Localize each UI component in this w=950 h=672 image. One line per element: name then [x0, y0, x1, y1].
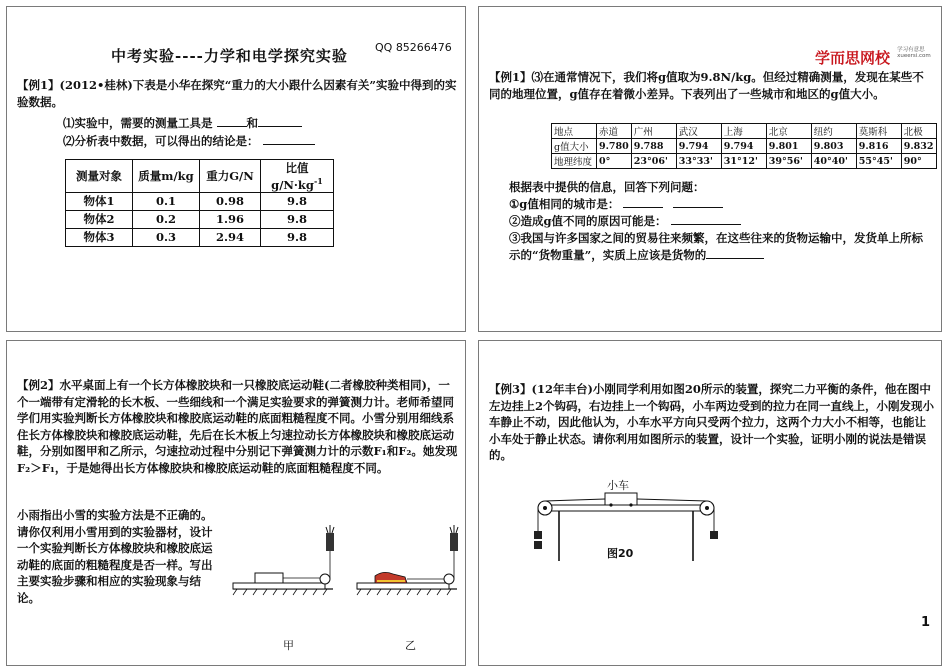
table-header-cell — [261, 160, 334, 193]
table-header-row — [66, 160, 334, 193]
table-cell: 9.788 — [631, 139, 676, 154]
table-row — [66, 210, 334, 228]
qq-number: QQ 85266476 — [375, 41, 452, 54]
table-cell: 9.816 — [856, 139, 901, 154]
table-cell: 9.8 — [261, 192, 334, 210]
answer-blank[interactable] — [623, 207, 663, 208]
table-cell: 纽约 — [811, 124, 856, 139]
table-cell: 0.2 — [133, 210, 200, 228]
example-2-task: 小雨指出小雪的实验方法是不正确的。请你仅利用小雪用到的实验器材，设计一个实验判断长方体橡胶块和橡胶底运动鞋的底面的粗糙程度是否一样。写出主要实验步骤和相应的实验现象与结论。 — [17, 508, 213, 605]
table-cell: 广州 — [631, 124, 676, 139]
slide-4 — [478, 340, 942, 666]
answer-blank[interactable] — [263, 144, 315, 145]
question-1-text: ⑴实验中，需要的测量工具是 — [63, 116, 213, 130]
table-cell: 9.832 — [901, 139, 936, 154]
example-2 — [17, 377, 461, 476]
question-2 — [63, 133, 315, 150]
table-cell: 9.794 — [721, 139, 766, 154]
example-1-intro — [17, 77, 457, 110]
table-cell: 33°33' — [676, 154, 721, 169]
table-header-cell: 测量对象 — [66, 160, 133, 193]
table-cell: 23°06' — [631, 154, 676, 169]
data-table — [65, 159, 334, 247]
example-label: 【例1】 — [17, 78, 60, 92]
table-cell: 武汉 — [676, 124, 721, 139]
table-cell: 31°12' — [721, 154, 766, 169]
table-row — [552, 139, 937, 154]
example-label: 【例3】 — [489, 382, 532, 396]
table-cell: 2.94 — [200, 228, 261, 246]
table-cell: 9.8 — [261, 228, 334, 246]
slide-1 — [6, 6, 466, 332]
figure-a-diagram — [229, 521, 341, 631]
example-text: ⑶在通常情况下，我们将g值取为9.8N/kg。但经过精确测量，发现在某些不同的地理位置，g值存在着微小差异。下表列出了一些城市和地区的g值大小。 — [489, 70, 924, 101]
question-lead: 根据表中提供的信息，回答下列问题： — [509, 180, 705, 194]
question-a2 — [509, 213, 741, 230]
table-cell: 上海 — [721, 124, 766, 139]
table-cell: 9.801 — [766, 139, 811, 154]
table-cell: 55°45' — [856, 154, 901, 169]
table-cell: 0.1 — [133, 192, 200, 210]
table-row — [66, 192, 334, 210]
figure-a-label: 甲 — [283, 639, 294, 652]
table-cell: 莫斯科 — [856, 124, 901, 139]
brand-logo — [815, 47, 931, 68]
figure-20-label: 图20 — [607, 547, 634, 560]
answer-blank[interactable] — [673, 207, 723, 208]
table-cell: 39°56' — [766, 154, 811, 169]
example-text: (12年丰台)小刚同学利用如图20所示的装置，探究二力平衡的条件，他在图中左边挂上2个钩码，右边挂上一个钩码，小车两边受到的拉力在同一直线上，小刚发现小车静止不动，因此他认为，小车水平方向只受两个拉力，这两个力大小不相等，也能让小车处于静止状态。请你利用如图所示的装置，设计一个实验，证明小刚的说法是错误的。 — [489, 382, 934, 462]
table-cell: 9.780 — [597, 139, 632, 154]
header-text: 比值g/N·kg — [271, 161, 314, 192]
answer-blank[interactable] — [706, 258, 764, 259]
logo-url: xueersi.com — [897, 53, 931, 59]
page-title: 中考实验----力学和电学探究实验 — [111, 47, 348, 65]
question-1 — [63, 115, 302, 132]
table-row — [66, 228, 334, 246]
example-text: (2012•桂林)下表是小华在探究“重力的大小跟什么因素有关”实验中得到的实验数据。 — [17, 78, 457, 109]
table-cell: 40°40' — [811, 154, 856, 169]
table-cell: 0° — [597, 154, 632, 169]
answer-blank[interactable] — [258, 126, 302, 127]
answer-blank[interactable] — [671, 224, 741, 225]
g-value-table — [551, 123, 937, 169]
table-cell: 9.8 — [261, 210, 334, 228]
figure-b-diagram — [353, 521, 465, 631]
example-1-part3 — [489, 69, 933, 102]
table-cell: 地理纬度 — [552, 154, 597, 169]
figure-b-label: 乙 — [405, 639, 416, 652]
table-cell: g值大小 — [552, 139, 597, 154]
example-label: 【例2】 — [17, 378, 60, 392]
question-a1-text: ①g值相同的城市是： — [509, 197, 620, 211]
table-cell: 1.96 — [200, 210, 261, 228]
logo-text: 学而思网校 — [815, 49, 891, 67]
table-header-cell: 质量m/kg — [133, 160, 200, 193]
table-cell: 9.794 — [676, 139, 721, 154]
question-a1 — [509, 196, 723, 213]
table-cell: 9.803 — [811, 139, 856, 154]
question-a3-text: ③我国与许多国家之间的贸易往来频繁，在这些往来的货物运输中，发货单上所标示的“货物重量”，实质上应该是货物的 — [509, 231, 923, 262]
table-row — [552, 124, 937, 139]
car-label: 小车 — [607, 479, 629, 492]
table-cell: 北京 — [766, 124, 811, 139]
table-cell: 赤道 — [597, 124, 632, 139]
question-a2-text: ②造成g值不同的原因可能是： — [509, 214, 667, 228]
answer-blank[interactable] — [217, 126, 247, 127]
table-cell: 物体3 — [66, 228, 133, 246]
example-label: 【例1】 — [489, 70, 532, 84]
logo-slogan: 学习有意思 — [897, 47, 925, 53]
slide-2 — [478, 6, 942, 332]
table-cell: 物体2 — [66, 210, 133, 228]
table-cell: 物体1 — [66, 192, 133, 210]
table-cell: 90° — [901, 154, 936, 169]
table-cell: 0.98 — [200, 192, 261, 210]
header-sup: -1 — [313, 176, 323, 186]
logo-sub — [897, 47, 931, 59]
table-row — [552, 154, 937, 169]
table-cell: 北极 — [901, 124, 936, 139]
question-a3 — [509, 230, 933, 263]
table-cell: 地点 — [552, 124, 597, 139]
page-number: 1 — [921, 615, 931, 630]
table-header-cell: 重力G/N — [200, 160, 261, 193]
example-text: 水平桌面上有一个长方体橡胶块和一只橡胶底运动鞋(二者橡胶种类相同)，一个一端带有定滑轮的长木板、一些细线和一个满足实验要求的弹簧测力计。老师希望同学们用实验判断长方体橡胶块和橡胶底运动鞋的底面粗糙程度不同。小雪分别用细线系住长方体橡胶块和橡胶底运动鞋，先后在长木板上匀速拉动长方体橡胶块和橡胶底运动鞋，分别如图甲和乙所示，匀速拉动过程中分别记下弹簧测力计的示数F₁和F₂。她发现F₂＞F₁，于是她得出长方体橡胶块和橡胶底运动鞋的底面粗糙程度不同。 — [17, 378, 458, 475]
example-3 — [489, 381, 935, 464]
question-1-and: 和 — [246, 116, 259, 130]
question-2-text: ⑵分析表中数据，可以得出的结论是： — [63, 134, 259, 148]
slide-3 — [6, 340, 466, 666]
table-cell: 0.3 — [133, 228, 200, 246]
